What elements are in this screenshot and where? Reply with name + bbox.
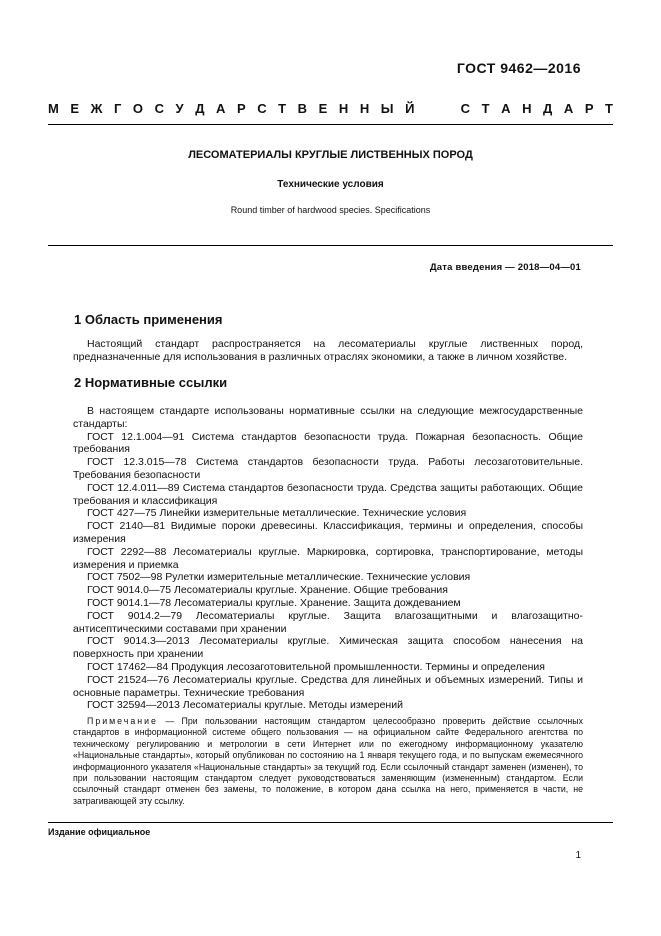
reference-item: ГОСТ 9014.2—79 Лесоматериалы круглые. Защита влагозащитными и влагозащитно-антисептическими составами при хранении: [73, 609, 583, 635]
banner-letter: С: [257, 101, 267, 116]
references-note: [73, 716, 583, 807]
page-number: 1: [575, 850, 581, 861]
banner-letter: В: [297, 101, 308, 116]
introduction-date: Дата введения — 2018—04—01: [429, 262, 581, 273]
title-rule: [48, 245, 613, 246]
banner-letter: О: [132, 101, 144, 116]
banner-letter: Ы: [380, 101, 394, 116]
banner-letter: Н: [522, 101, 532, 116]
banner-letter: С: [460, 101, 471, 116]
banner-letter: Р: [584, 101, 594, 116]
reference-item: ГОСТ 427—75 Линейки измерительные металлические. Технические условия: [87, 507, 467, 520]
footer-rule: [48, 822, 613, 823]
official-edition-label: Издание официальное: [48, 827, 151, 837]
gost-number: ГОСТ 9462—2016: [456, 60, 581, 76]
banner-letter: Й: [405, 101, 415, 116]
banner-letter: А: [563, 101, 574, 116]
english-title: Round timber of hardwood species. Specifications: [230, 205, 431, 215]
banner-letter: С: [154, 101, 164, 116]
document-title: ЛЕСОМАТЕРИАЛЫ КРУГЛЫЕ ЛИСТВЕННЫХ ПОРОД: [188, 149, 473, 161]
reference-item: ГОСТ 21524—76 Лесоматериалы круглые. Средства для линейных и объемных измерений. Типы и основные параметры. Технические требования: [73, 673, 583, 699]
banner-letter: Г: [113, 101, 122, 116]
banner-letter: Е: [318, 101, 328, 116]
banner-letter: Р: [236, 101, 246, 116]
banner-letter: Н: [359, 101, 370, 116]
banner-letter: М: [48, 101, 59, 116]
section-1-text: Настоящий стандарт распространяется на лесоматериалы круглые лиственных пород, предназначенные для использования в различных отраслях экономики, а также в личном хозяйстве.: [73, 338, 583, 363]
standard-banner: [48, 101, 613, 116]
banner-letter: Ж: [90, 101, 103, 116]
normative-references: [73, 405, 583, 712]
section-1-heading: 1 Область применения: [74, 312, 223, 327]
reference-item: ГОСТ 9014.0—75 Лесоматериалы круглые. Хранение. Общие требования: [87, 584, 448, 597]
reference-item: ГОСТ 9014.1—78 Лесоматериалы круглые. Хранение. Защита дождеванием: [87, 596, 461, 609]
header-rule: [48, 124, 613, 125]
banner-letter: А: [501, 101, 511, 116]
reference-item: ГОСТ 7502—98 Рулетки измерительные металлические. Технические условия: [87, 571, 471, 584]
references-intro: В настоящем стандарте использованы нормативные ссылки на следующие межгосударственные стандарты:: [73, 405, 583, 430]
note-label: Примечание: [87, 716, 158, 726]
banner-letter: Т: [605, 101, 613, 116]
banner-letter: Д: [195, 101, 205, 116]
reference-item: ГОСТ 12.1.004—91 Система стандартов безопасности труда. Пожарная безопасность. Общие требования: [73, 430, 583, 456]
reference-item: ГОСТ 12.3.015—78 Система стандартов безопасности труда. Работы лесозаготовительные. Требования безопасности: [73, 456, 583, 481]
reference-item: ГОСТ 2292—88 Лесоматериалы круглые. Маркировка, сортировка, транспортирование, методы измерения и приемка: [73, 545, 583, 571]
reference-item: ГОСТ 32594—2013 Лесоматериалы круглые. Методы измерений: [87, 699, 403, 712]
reference-item: ГОСТ 17462—84 Продукция лесозаготовительной промышленности. Термины и определения: [87, 660, 545, 673]
banner-letter: Н: [338, 101, 349, 116]
banner-letter: Е: [70, 101, 80, 116]
document-subtitle: Технические условия: [277, 179, 384, 190]
reference-item: ГОСТ 12.4.011—89 Система стандартов безопасности труда. Средства защиты работающих. Общие требования и классификация: [73, 481, 583, 507]
banner-letter: А: [216, 101, 226, 116]
banner-letter: Д: [543, 101, 553, 116]
banner-letter: Т: [278, 101, 287, 116]
note-text: — При пользовании настоящим стандартом целесообразно проверить действие ссылочных стандартов в информационной системе общего пользования — на официальном сайте Федерального агентства по техническому регулированию и метрологии в сети Интернет или по ежегодному информационному указателю «Национальные стандарты», который опубликован по состоянию на 1 января текущего года, и по выпускам ежемесячного информационного указателя «Национальные стандарты» за текущий год. Если ссылочный стандарт заменен (изменен), то при пользовании настоящим стандартом следует руководствоваться заменяющим (измененным) стандартом. Если ссылочный стандарт отменен без замены, то положение, в котором дана ссылка на него, применяется в части, не затрагивающей эту ссылку.: [73, 716, 583, 806]
section-2-heading: 2 Нормативные ссылки: [74, 375, 228, 390]
banner-letter: Т: [481, 101, 490, 116]
reference-item: ГОСТ 2140—81 Видимые пороки древесины. Классификация, термины и определения, способы измерения: [73, 520, 583, 545]
reference-item: ГОСТ 9014.3—2013 Лесоматериалы круглые. Химическая защита способом нанесения на поверхность при хранении: [73, 635, 583, 661]
banner-letter: У: [175, 101, 184, 116]
